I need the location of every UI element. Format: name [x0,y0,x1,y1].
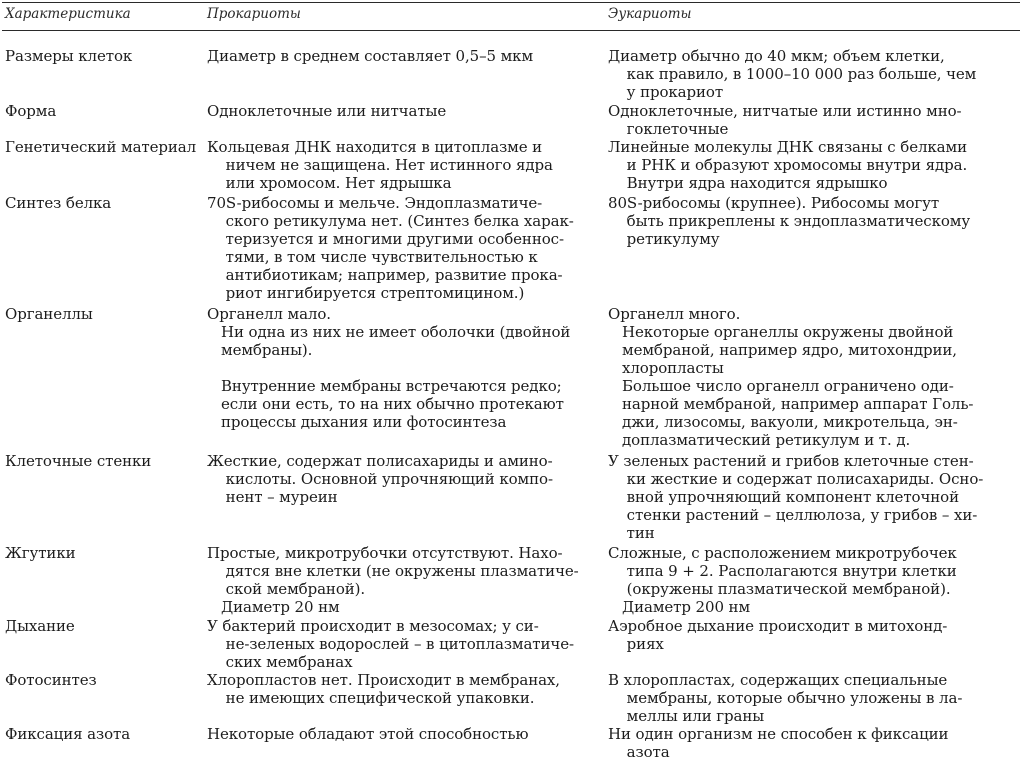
row-characteristic: Фотосинтез [5,671,97,689]
row-eukaryotes: 80S-рибосомы (крупнее). Рибосомы могут быть прикреплены к эндоплазматическому ретикулуму [608,194,971,248]
row-characteristic: Синтез белка [5,194,112,212]
row-prokaryotes: У бактерий происходит в мезосомах; у си- не-зеленых водорослей – в цитоплазматиче- ских мембранах [207,617,574,671]
row-prokaryotes: Хлоропластов нет. Происходит в мембранах, не имеющих специфической упаковки. [207,671,560,707]
top-rule [2,2,1020,3]
row-characteristic: Жгутики [5,544,76,562]
row-prokaryotes: 70S-рибосомы и мельче. Эндоплазматиче- ского ретикулума нет. (Синтез белка харак- теризуется и многими другими особеннос- тями, в том числе чувствительностью к антибиотикам; например, развитие прока- риот ингибируется стрептомицином.) [207,194,574,302]
row-eukaryotes: Диаметр обычно до 40 мкм; объем клетки, как правило, в 1000–10 000 раз больше, чем у прокариот [608,47,977,101]
row-characteristic: Клеточные стенки [5,452,152,470]
header-prokaryotes: Прокариоты [207,6,301,22]
row-eukaryotes: Одноклеточные, нитчатые или истинно мно- гоклеточные [608,102,962,138]
row-eukaryotes: У зеленых растений и грибов клеточные стен- ки жесткие и содержат полисахариды. Осно- вной упрочняющий компонент клеточной стенки растений – целлюлоза, у грибов – хи- тин [608,452,984,542]
row-eukaryotes: В хлоропластах, содержащих специальные мембраны, которые обычно уложены в ла- меллы или граны [608,671,963,725]
row-characteristic: Размеры клеток [5,47,133,65]
row-eukaryotes: Сложные, с расположением микротрубочек типа 9 + 2. Располагаются внутри клетки (окружены плазматической мембраной). Диаметр 200 нм [608,544,957,616]
row-prokaryotes: Жесткие, содержат полисахариды и амино- кислоты. Основной упрочняющий компо- нент – муреин [207,452,553,506]
row-characteristic: Дыхание [5,617,75,635]
row-prokaryotes: Одноклеточные или нитчатые [207,102,447,120]
row-characteristic: Органеллы [5,305,93,323]
row-prokaryotes: Простые, микротрубочки отсутствуют. Нахо- дятся вне клетки (не окружены плазматиче- ской мембраной). Диаметр 20 нм [207,544,579,616]
row-eukaryotes: Органелл много. Некоторые органеллы окружены двойной мембраной, например ядро, митохондрии, хлоропласты Большое число органелл ограничено оди- нарной мембраной, например аппарат Голь- джи, лизосомы, вакуоли, микротельца, эн- доплазматический ретикулум и т. д. [608,305,974,449]
row-eukaryotes: Ни один организм не способен к фиксации азота [608,725,949,761]
row-eukaryotes: Линейные молекулы ДНК связаны с белками и РНК и образуют хромосомы внутри ядра. Внутри ядра находится ядрышко [608,138,968,192]
row-prokaryotes: Кольцевая ДНК находится в цитоплазме и ничем не защищена. Нет истинного ядра или хромосом. Нет ядрышка [207,138,553,192]
row-characteristic: Фиксация азота [5,725,131,743]
row-characteristic: Генетический материал [5,138,197,156]
header-eukaryotes: Эукариоты [608,6,692,22]
header-rule [2,30,1020,31]
header-characteristic: Характеристика [5,6,131,22]
row-prokaryotes: Диаметр в среднем составляет 0,5–5 мкм [207,47,534,65]
row-characteristic: Форма [5,102,57,120]
row-eukaryotes: Аэробное дыхание происходит в митохонд- риях [608,617,948,653]
row-prokaryotes: Некоторые обладают этой способностью [207,725,529,743]
row-prokaryotes: Органелл мало. Ни одна из них не имеет оболочки (двойной мембраны). Внутренние мембраны встречаются редко; если они есть, то на них обычно протекают процессы дыхания или фотосинтеза [207,305,571,431]
